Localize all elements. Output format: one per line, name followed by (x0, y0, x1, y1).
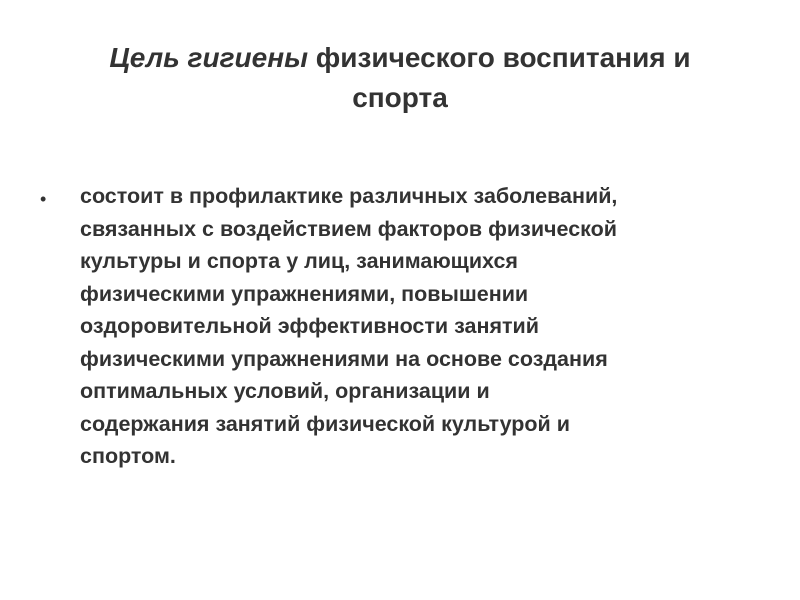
bullet-line: состоит в профилактике различных заболеваний, (80, 184, 618, 208)
bullet-line: спортом. (80, 444, 176, 468)
bullet-line: физическими упражнениями, повышении (80, 281, 529, 306)
bullet-marker: • (40, 189, 47, 209)
bullet-line: оздоровительной эффективности занятий (80, 314, 539, 338)
bullet-line: связанных с воздействием факторов физической (80, 216, 617, 241)
bullet-line: физическими упражнениями на основе создания (80, 346, 608, 371)
slide-title-rest: физического воспитания и спорта (308, 42, 691, 113)
bullet-line: культуры и спорта у лиц, занимающихся (80, 249, 518, 273)
bullet-line: содержания занятий физической культурой и (80, 411, 570, 436)
slide-title-italic: Цель гигиены (109, 42, 309, 73)
bullet-line: оптимальных условий, организации и (80, 379, 490, 403)
bullet-text (80, 180, 760, 473)
slide-title (60, 38, 740, 118)
